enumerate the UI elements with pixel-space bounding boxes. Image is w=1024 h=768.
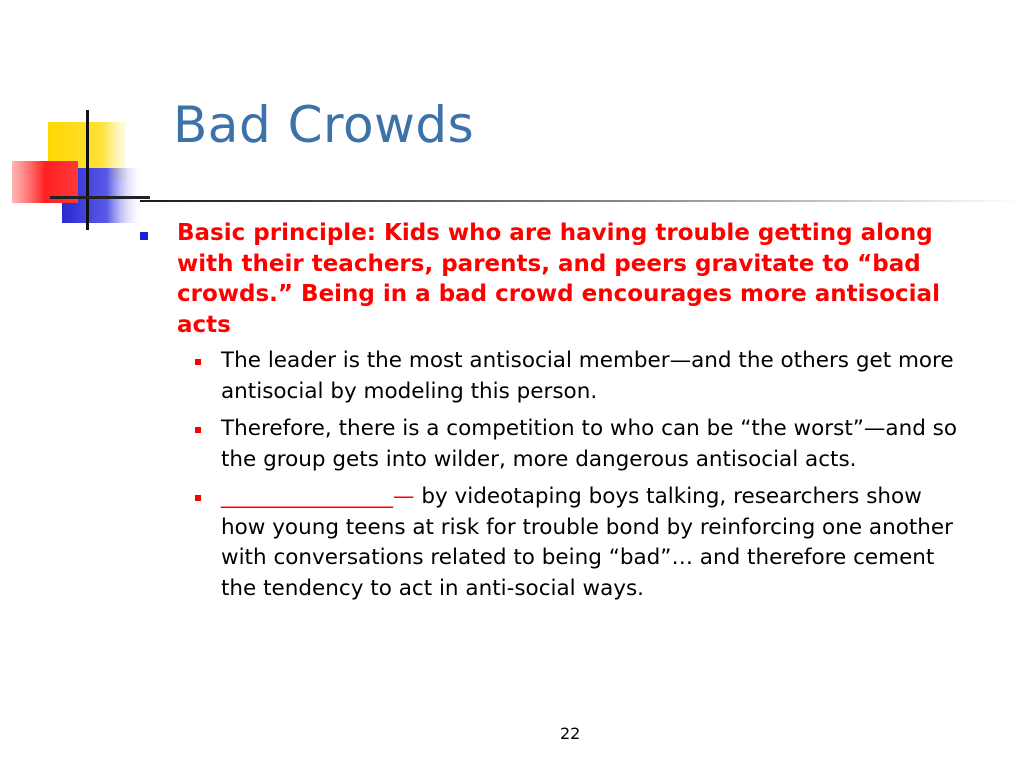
square-bullet-icon xyxy=(195,427,201,433)
square-bullet-icon xyxy=(195,359,201,365)
sub-bullet-text: Therefore, there is a competition to who can be “the worst”—and so the group gets into wilder, more dangerous antisocial acts. xyxy=(221,416,958,472)
overlapping-squares-logo xyxy=(0,0,150,240)
square-bullet-icon xyxy=(140,232,148,240)
slide-body xyxy=(140,218,970,611)
title-divider xyxy=(140,200,1024,202)
sub-bullet-list xyxy=(140,346,970,604)
sub-bullet-text: The leader is the most antisocial member—and the others get more antisocial by modeling this person. xyxy=(221,348,954,404)
sub-bullet xyxy=(140,346,970,407)
main-bullet xyxy=(140,218,970,340)
sub-bullet-text: by videotaping boys talking, researchers show how young teens at risk for trouble bond by reinforcing one another with conversations related to being “bad”… and therefore cement the tendency to act in anti-social ways. xyxy=(221,484,953,601)
page-number: 22 xyxy=(560,724,581,743)
square-bullet-icon xyxy=(195,495,201,501)
main-bullet-text: Basic principle: Kids who are having trouble getting along with their teachers, parents, and peers gravitate to “bad crowds.” Being in a bad crowd encourages more antisocial acts xyxy=(177,220,940,338)
sub-bullet xyxy=(140,414,970,475)
fill-in-blank: ________________— xyxy=(221,484,415,509)
sub-bullet xyxy=(140,482,970,604)
slide-title: Bad Crowds xyxy=(173,96,475,154)
